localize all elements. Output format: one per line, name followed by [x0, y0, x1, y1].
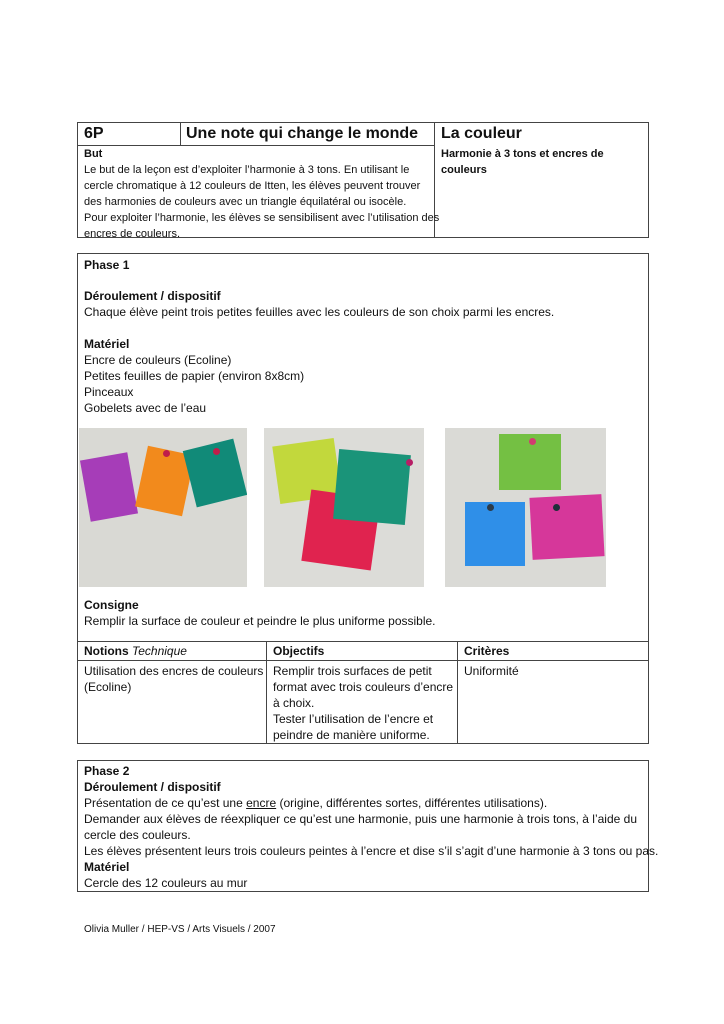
table-header-criteres: Critères: [464, 644, 510, 658]
photo-three-papers-2: [264, 428, 424, 587]
photo-three-papers-3: [445, 428, 606, 587]
photo-three-papers-1: [79, 428, 247, 587]
table-header-notions: Notions Technique: [84, 644, 187, 658]
header-divider: [77, 145, 434, 146]
phase1-deroulement-text: Chaque élève peint trois petites feuilles avec les couleurs de son choix parmi les encres.: [84, 305, 555, 319]
materiel-item: Petites feuilles de papier (environ 8x8cm): [84, 369, 305, 383]
phase2-line-3: cercle des couleurs.: [84, 828, 191, 842]
materiel-item: Pinceaux: [84, 385, 134, 399]
violet-paper: [80, 452, 138, 521]
magenta-paper: [529, 494, 604, 560]
phase2-line-1: Présentation de ce qu’est une encre (origine, différentes sortes, différentes utilisations).: [84, 796, 548, 810]
table-header-objectifs: Objectifs: [273, 644, 325, 658]
footer-text: Olivia Muller / HEP-VS / Arts Visuels / 2007: [84, 924, 276, 935]
pin-icon: [213, 448, 220, 455]
materiel-item: Gobelets avec de l’eau: [84, 401, 207, 415]
materiel-item: Encre de couleurs (Ecoline): [84, 353, 232, 367]
table-cell-objectifs: Remplir trois surfaces de petit format avec trois couleurs d’encre à choix. Tester l’utilisation de l’encre et peindre de manière uniforme.: [273, 664, 454, 742]
table-col-divider-1: [266, 641, 267, 744]
phase2-line-4: Les élèves présentent leurs trois couleurs peintes à l’encre et dise s’il s’agit d’une harmonie à 3 tons ou pas.: [84, 844, 659, 858]
pin-icon: [529, 438, 536, 445]
phase1-materiel-label: Matériel: [84, 337, 130, 351]
table-col-divider-2: [457, 641, 458, 744]
header-col-divider-1: [180, 122, 181, 146]
pin-icon: [163, 450, 170, 457]
phase2-title: Phase 2: [84, 764, 130, 778]
phase1-consigne-text: Remplir la surface de couleur et peindre le plus uniforme possible.: [84, 614, 436, 628]
table-cell-notions: Utilisation des encres de couleurs (Ecoline): [84, 664, 264, 694]
but-label: But: [84, 148, 103, 160]
phase2-materiel-label: Matériel: [84, 860, 130, 874]
phase2-deroulement-label: Déroulement / dispositif: [84, 780, 221, 794]
but-text: Le but de la leçon est d’exploiter l’harmonie à 3 tons. En utilisant le cercle chromatique à 12 couleurs de Itten, les élèves peuvent trouver des harmonies de couleurs avec un triangle équilatéral ou isocèle. Pour exploiter l’harmonie, les élèves se sensibilisent avec l’utilisation des encres de couleurs.: [84, 164, 440, 240]
subtheme-text: Harmonie à 3 tons et encres de couleurs: [441, 148, 604, 176]
phase2-line-2: Demander aux élèves de réexpliquer ce qu’est une harmonie, puis une harmonie à trois tons, à l’aide du: [84, 812, 637, 826]
pin-icon: [406, 459, 413, 466]
table-header-divider: [77, 660, 649, 661]
teal-paper: [333, 449, 411, 525]
phase2-materiel-text: Cercle des 12 couleurs au mur: [84, 876, 248, 890]
pin-icon: [553, 504, 560, 511]
pin-icon: [487, 504, 494, 511]
phase1-consigne-label: Consigne: [84, 598, 139, 612]
theme-title: La couleur: [441, 125, 522, 142]
phase1-deroulement-label: Déroulement / dispositif: [84, 289, 221, 303]
table-top-border: [77, 641, 649, 642]
table-cell-criteres: Uniformité: [464, 664, 519, 678]
level-label: 6P: [84, 125, 104, 142]
encre-link[interactable]: encre: [246, 796, 277, 810]
lesson-title: Une note qui change le monde: [186, 125, 419, 142]
blue-paper: [465, 502, 525, 566]
phase1-title: Phase 1: [84, 258, 130, 272]
phase1-materiel-list: [84, 352, 304, 416]
